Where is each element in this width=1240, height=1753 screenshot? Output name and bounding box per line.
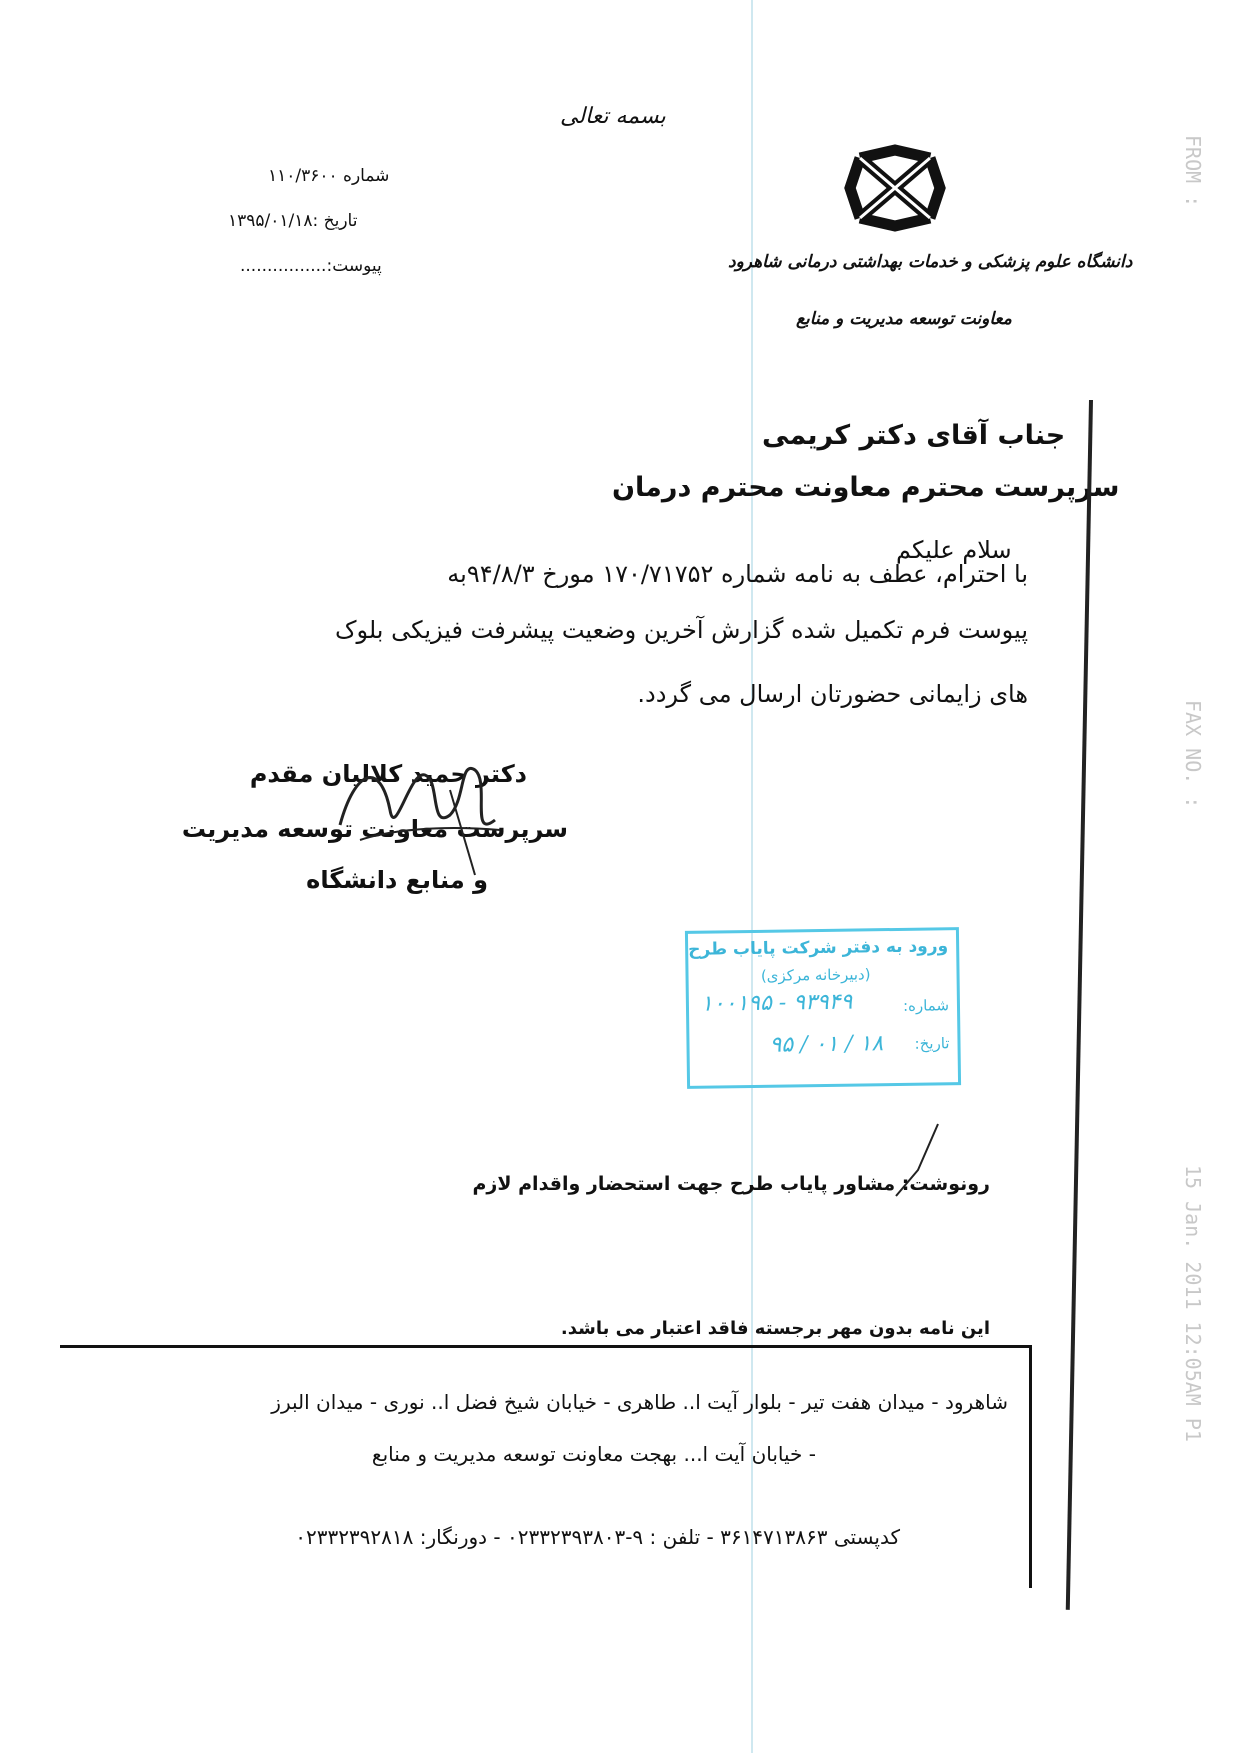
fax-timestamp: 15 Jan. 2011 12:05AM P1: [1181, 1165, 1205, 1442]
validity-note: این نامه بدون مهر برجسته فاقد اعتبار می باشد.: [560, 1318, 990, 1339]
stamp-title: ورود به دفتر شرکت پایاب طرح: [688, 936, 949, 960]
signatory-organization: و منابع دانشگاه: [306, 866, 488, 894]
footer-address-box: [60, 1345, 1032, 1588]
addressee-name: جناب آقای دکتر کریمی: [762, 420, 1066, 451]
stamp-number-value: ۱۰۰۱۹۵ - ۹۳۹۴۹: [700, 989, 853, 1017]
footer-address-line-1: شاهرود - میدان هفت تیر - بلوار آیت ا.. طاهری - خیابان شیخ فضل ا.. نوری - میدان البرز: [271, 1390, 1008, 1414]
body-line-1: با احترام، عطف به نامه شماره ۱۷۰/۷۱۷۵۲ مورخ ۹۴/۸/۳به: [447, 560, 1028, 588]
handwritten-signature: [300, 730, 520, 880]
invocation-text: بسمه تعالی: [560, 104, 666, 129]
department-name: معاونت توسعه مدیریت و منابع: [796, 309, 1012, 329]
stamp-date-value: ۹۵ / ۰۱ / ۱۸: [769, 1031, 884, 1058]
footer-contact-line: کدپستی ۳۶۱۴۷۱۳۸۶۳ - تلفن : ۹-۰۲۳۳۲۳۹۳۸۰۳ - دورنگار: ۰۲۳۳۲۳۹۲۸۱۸: [295, 1525, 900, 1549]
letter-number: شماره ۱۱۰/۳۶۰۰: [268, 166, 390, 186]
letter-attachment: پیوست:................: [240, 256, 382, 276]
cc-note: رونوشت: مشاور پایاب طرح جهت استحضار واقدام لازم: [472, 1173, 990, 1195]
greeting: سلام علیکم: [896, 536, 1012, 564]
received-stamp: [685, 927, 961, 1089]
fax-number-label: FAX NO. :: [1181, 700, 1205, 809]
stamp-subtitle: (دبیرخانه مرکزی): [760, 965, 871, 985]
footer-address-line-2: - خیابان آیت ا... بهجت معاونت توسعه مدیریت و منابع: [371, 1442, 816, 1466]
stamp-date-label: تاریخ:: [914, 1034, 950, 1053]
fax-from-label: FROM :: [1181, 135, 1205, 208]
letter-date: تاریخ :۱۳۹۵/۰۱/۱۸: [228, 211, 358, 231]
body-line-3: های زایمانی حضورتان ارسال می گردد.: [637, 680, 1028, 708]
body-line-2: پیوست فرم تکمیل شده گزارش آخرین وضعیت پیشرفت فیزیکی بلوک: [334, 616, 1028, 644]
signatory-name: دکتر حمید کلالیان مقدم: [249, 760, 527, 788]
scan-edge-line: [1066, 400, 1093, 1610]
stamp-number-label: شماره:: [902, 996, 950, 1015]
university-name: دانشگاه علوم پزشکی و خدمات بهداشتی درمانی شاهرود: [728, 252, 1133, 272]
addressee-title: سرپرست محترم معاونت محترم درمان: [612, 472, 1120, 503]
signatory-title: سرپرست معاونت توسعه مدیریت: [181, 815, 568, 843]
university-logo: [842, 144, 948, 232]
